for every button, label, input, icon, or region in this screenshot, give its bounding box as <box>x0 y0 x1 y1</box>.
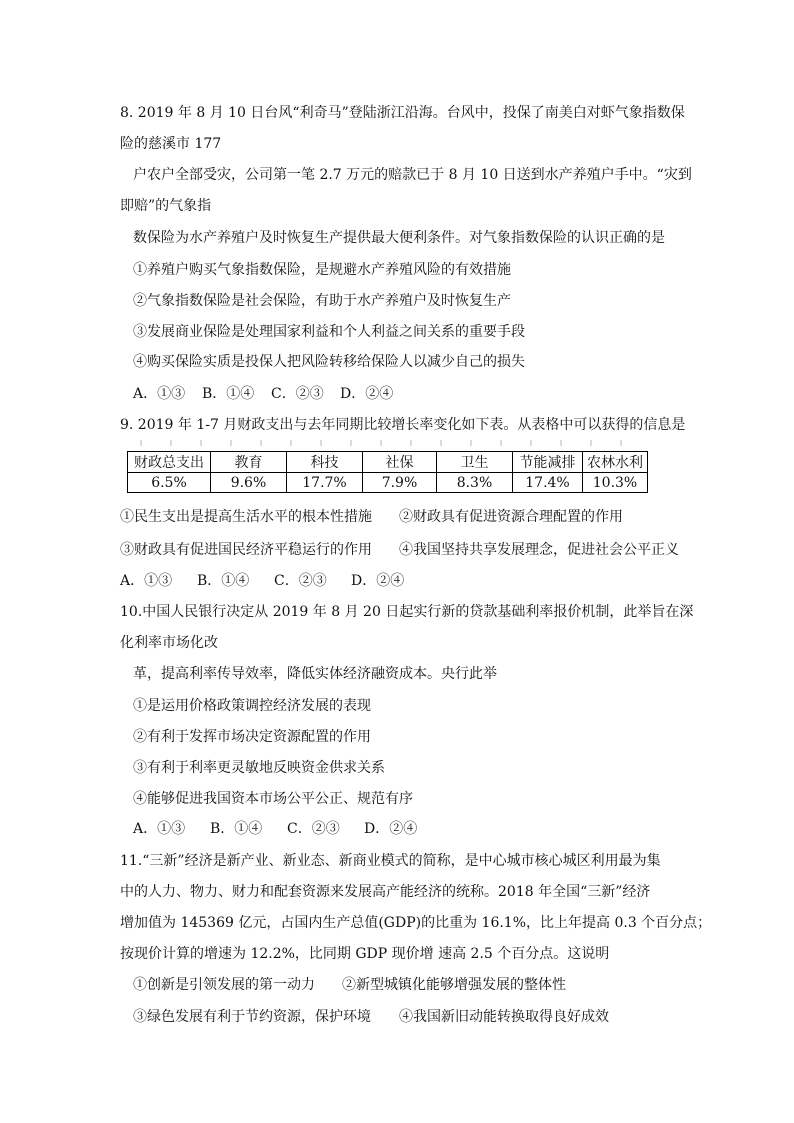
q11-stem-line1: 11.“三新”经济是新产业、新业态、新商业模式的简称，是中心城市核心城区利用最为集 <box>120 853 661 869</box>
q9-stem-line1: 9. 2019 年 1-7 月财政支出与去年同期比较增长率变化如下表。从表格中可以获得的信息是 <box>120 417 686 433</box>
q9-expenditure-table <box>127 451 648 493</box>
table-header-row <box>128 452 648 473</box>
q8-option-2: ②气象指数保险是社会保险，有助于水产养殖户及时恢复生产 <box>133 293 511 309</box>
q10-choice-d[interactable]: D．②④ <box>364 821 418 837</box>
q8-stem-line2: 险的慈溪市 177 <box>120 136 222 152</box>
table-cell: 7.9% <box>363 473 437 493</box>
q10-option-2: ②有利于发挥市场决定资源配置的作用 <box>133 729 371 745</box>
table-header-cell: 节能减排 <box>513 452 583 473</box>
q11-option-3: ③绿色发展有利于节约资源，保护环境 <box>133 1009 371 1025</box>
q9-choice-d[interactable]: D．②④ <box>351 573 405 589</box>
q9-option-3: ③财政具有促进国民经济平稳运行的作用 <box>120 542 372 558</box>
q10-stem-line1: 10.中国人民银行决定从 2019 年 8 月 20 日起实行新的贷款基础利率报价机制，此举旨在深 <box>120 604 694 620</box>
q11-stem-line4: 按现价计算的增速为 12.2%，比同期 GDP 现价增 速高 2.5 个百分点。这说明 <box>120 946 610 962</box>
q9-choice-a[interactable]: A．①③ <box>120 573 173 589</box>
q9-choice-c[interactable]: C．②③ <box>274 573 327 589</box>
q8-choice-b[interactable]: B．①④ <box>202 386 255 402</box>
q11-option-2: ②新型城镇化能够增强发展的整体性 <box>342 977 566 993</box>
q9-option-1: ①民生支出是提高生活水平的根本性措施 <box>120 509 372 525</box>
q11-stem-line2: 中的人力、物力、财力和配套资源来发展高产能经济的统称。2018 年全国“三新”经济 <box>120 884 651 900</box>
q10-stem-line2: 化利率市场化改 <box>120 635 218 651</box>
q8-stem-line3: 户农户全部受灾，公司第一笔 2.7 万元的赔款已于 8 月 10 日送到水产养殖户手中。“灾到 <box>133 167 692 183</box>
table-header-cell: 社保 <box>363 452 437 473</box>
q10-option-4: ④能够促进我国资本市场公平公正、规范有序 <box>133 791 413 807</box>
q8-choice-d[interactable]: D．②④ <box>340 386 394 402</box>
q10-choice-c[interactable]: C．②③ <box>287 821 340 837</box>
q11-option-4: ④我国新旧动能转换取得良好成效 <box>399 1009 609 1025</box>
q10-choices <box>133 820 417 838</box>
table-cell: 6.5% <box>128 473 211 493</box>
q8-option-1: ①养殖户购买气象指数保险，是规避水产养殖风险的有效措施 <box>133 262 511 278</box>
q9-option-4: ④我国坚持共享发展理念，促进社会公平正义 <box>399 542 679 558</box>
q10-stem-line3: 革，提高利率传导效率，降低实体经济融资成本。央行此举 <box>133 666 497 682</box>
q8-choice-a[interactable]: A．①③ <box>133 386 186 402</box>
table-cell: 17.7% <box>287 473 363 493</box>
q8-stem-line1: 8. 2019 年 8 月 10 日台风“利奇马”登陆浙江沿海。台风中，投保了南美白对虾气象指数保 <box>120 105 685 121</box>
table-cell: 17.4% <box>513 473 583 493</box>
q8-option-3: ③发展商业保险是处理国家利益和个人利益之间关系的重要手段 <box>133 324 525 340</box>
table-header-cell: 农林水利 <box>583 452 648 473</box>
q8-stem-line5: 数保险为水产养殖户及时恢复生产提供最大便利条件。对气象指数保险的认识正确的是 <box>133 230 665 246</box>
table-cell: 10.3% <box>583 473 648 493</box>
table-value-row <box>128 473 648 493</box>
q8-choice-c[interactable]: C．②③ <box>271 386 324 402</box>
q8-choices <box>133 385 393 403</box>
q9-option-2: ②财政具有促进资源合理配置的作用 <box>399 509 623 525</box>
q10-choice-a[interactable]: A．①③ <box>133 821 186 837</box>
q8-stem-line4: 即赔”的气象指 <box>120 198 212 214</box>
table-header-cell: 教育 <box>211 452 287 473</box>
table-cell: 9.6% <box>211 473 287 493</box>
table-cell: 8.3% <box>437 473 513 493</box>
q9-choice-b[interactable]: B．①④ <box>197 573 250 589</box>
q11-stem-line3: 增加值为 145369 亿元，占国内生产总值(GDP)的比重为 16.1%，比上年提高 0.3 个百分点； <box>120 915 712 931</box>
table-header-cell: 科技 <box>287 452 363 473</box>
table-header-cell: 卫生 <box>437 452 513 473</box>
q10-option-3: ③有利于利率更灵敏地反映资金供求关系 <box>133 760 385 776</box>
q9-obscured-text <box>140 440 640 446</box>
q9-choices <box>120 572 404 590</box>
table-header-cell: 财政总支出 <box>128 452 211 473</box>
q10-choice-b[interactable]: B．①④ <box>210 821 263 837</box>
q10-option-1: ①是运用价格政策调控经济发展的表现 <box>133 698 371 714</box>
q11-option-1: ①创新是引领发展的第一动力 <box>133 977 315 993</box>
q8-option-4: ④购买保险实质是投保人把风险转移给保险人以减少自己的损失 <box>133 354 525 370</box>
